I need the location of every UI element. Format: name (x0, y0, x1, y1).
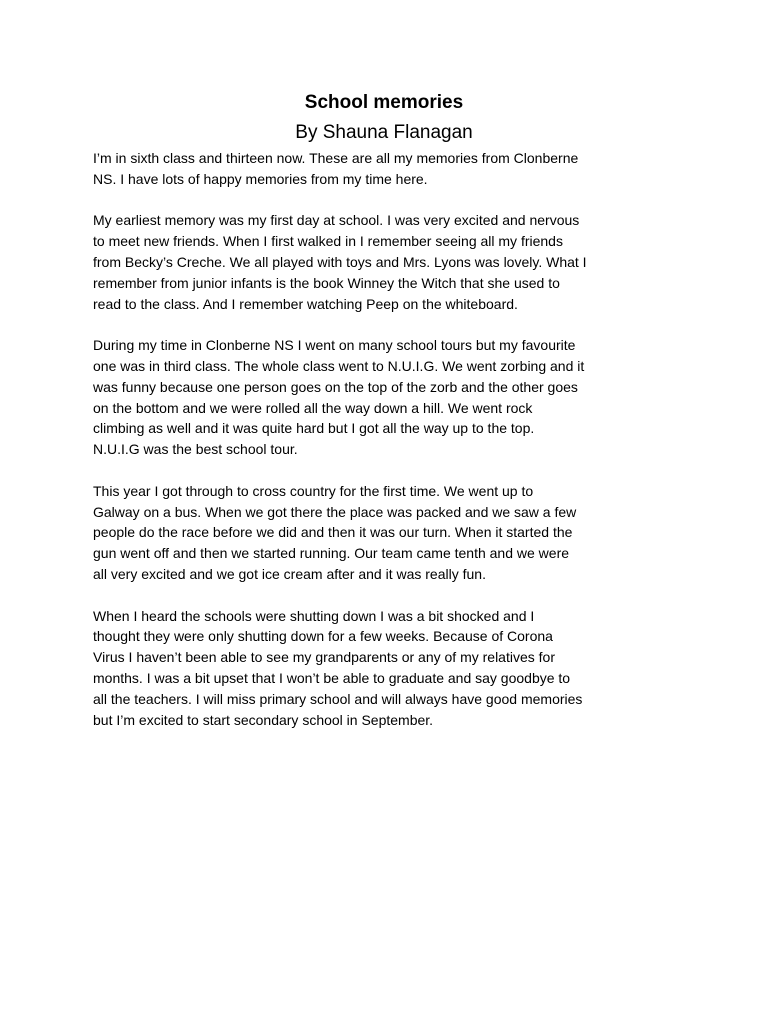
text-line: gun went off and then we started running. Our team came tenth and we were (93, 545, 570, 562)
text-line: people do the race before we did and then it was our turn. When it started the (93, 524, 573, 541)
document-title: School memories (304, 92, 464, 113)
text-line: Galway on a bus. When we got there the place was packed and we saw a few (93, 503, 577, 520)
text-line: one was in third class. The whole class went to N.U.I.G. We went zorbing and it (93, 357, 585, 374)
paragraph-cross-country (93, 481, 683, 585)
text-line: When I heard the schools were shutting down I was a bit shocked and I (93, 607, 535, 624)
text-line: from Becky’s Creche. We all played with toys and Mrs. Lyons was lovely. What I (93, 253, 587, 270)
text-line: My earliest memory was my first day at school. I was very excited and nervous (93, 212, 580, 229)
text-line: on the bottom and we were rolled all the way down a hill. We went rock (93, 399, 533, 416)
text-line: climbing as well and it was quite hard but I got all the way up to the top. (93, 420, 535, 437)
text-line: Virus I haven’t been able to see my grandparents or any of my relatives for (93, 649, 555, 666)
text-line: all very excited and we got ice cream after and it was really fun. (93, 565, 486, 582)
text-line: During my time in Clonberne NS I went on many school tours but my favourite (93, 337, 576, 354)
text-line: but I’m excited to start secondary school in September. (93, 711, 434, 728)
text-line: NS. I have lots of happy memories from my time here. (93, 170, 428, 187)
document-body (93, 148, 683, 751)
text-line: remember from junior infants is the book Winney the Witch that she used to (93, 274, 560, 291)
text-line: N.U.I.G was the best school tour. (93, 441, 298, 458)
paragraph-earliest-memory (93, 210, 683, 314)
text-line: read to the class. And I remember watching Peep on the whiteboard. (93, 295, 518, 312)
document-author: By Shauna Flanagan (295, 122, 473, 143)
text-line: months. I was a bit upset that I won’t be able to graduate and say goodbye to (93, 669, 571, 686)
text-line: all the teachers. I will miss primary school and will always have good memories (93, 690, 583, 707)
paragraph-schools-closing (93, 606, 683, 731)
paragraph-intro (93, 148, 683, 190)
text-line: thought they were only shutting down for a few weeks. Because of Corona (93, 628, 553, 645)
text-line: I’m in sixth class and thirteen now. These are all my memories from Clonberne (93, 150, 579, 166)
text-line: This year I got through to cross country for the first time. We went up to (93, 482, 534, 499)
paragraph-school-tours (93, 335, 683, 460)
text-line: was funny because one person goes on the top of the zorb and the other goes (93, 378, 578, 395)
text-line: to meet new friends. When I first walked in I remember seeing all my friends (93, 233, 563, 250)
